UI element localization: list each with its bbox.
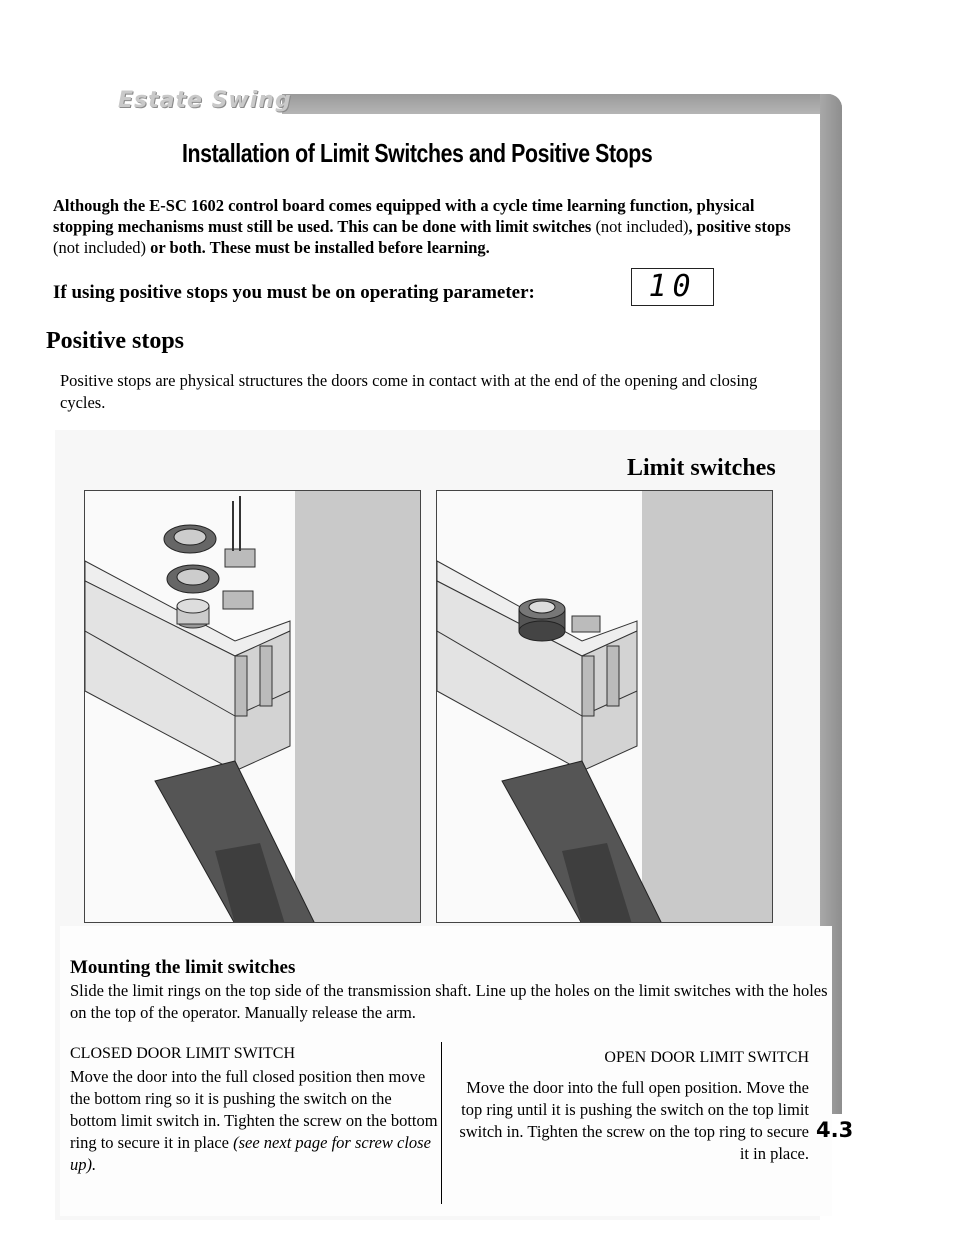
positive-stops-text: Positive stops are physical structures the doors come in contact with at the end of the opening and closing cycles. xyxy=(60,371,758,412)
header-bar xyxy=(282,94,842,114)
open-door-text: Move the door into the full open position. Move the top ring until it is pushing the switch on the top limit switch in. Tighten the screw on the top ring to secure it in place. xyxy=(459,1078,809,1163)
intro-bold-2: , positive stops xyxy=(688,217,791,236)
intro-normal-1: (not included) xyxy=(591,217,689,236)
assembled-operator-illustration xyxy=(437,491,773,923)
page-title: Installation of Limit Switches and Positive Stops xyxy=(182,138,653,168)
closed-door-text xyxy=(70,1066,438,1176)
intro-bold-1: Although the E-SC 1602 control board comes equipped with a cycle time learning function, physical stopping mechanisms must still be used. This can be done with limit switches xyxy=(53,196,755,236)
brand-logo: Estate Swing xyxy=(118,88,292,113)
figure-assembled-limit-switches xyxy=(436,490,773,923)
intro-paragraph xyxy=(53,195,793,258)
figure-exploded-limit-switches xyxy=(84,490,421,923)
positive-stops-heading: Positive stops xyxy=(46,328,184,354)
page-number: 4.3 xyxy=(816,1118,854,1142)
exploded-operator-illustration xyxy=(85,491,421,923)
mounting-text: Slide the limit rings on the top side of the transmission shaft. Line up the holes on the limit switches with the holes on the top of the operator. Manually release the arm. xyxy=(70,981,828,1022)
limit-switches-heading: Limit switches xyxy=(627,455,776,481)
closed-door-body: Move the door into the full closed position then move the bottom ring so it is pushing the switch on the bottom limit switch in. Tighten the screw on the bottom ring to secure it in place xyxy=(70,1067,438,1152)
mounting-heading: Mounting the limit switches xyxy=(70,957,296,978)
parameter-label: If using positive stops you must be on operating parameter: xyxy=(53,282,535,303)
intro-bold-3: or both. These must be installed before learning. xyxy=(146,238,490,257)
intro-normal-2: (not included) xyxy=(53,238,147,257)
open-door-heading: OPEN DOOR LIMIT SWITCH xyxy=(604,1049,809,1066)
parameter-display: 10 xyxy=(631,268,714,306)
column-divider xyxy=(441,1042,442,1204)
closed-door-note: (see next page for screw close up). xyxy=(70,1133,431,1174)
closed-door-heading: CLOSED DOOR LIMIT SWITCH xyxy=(70,1045,296,1062)
